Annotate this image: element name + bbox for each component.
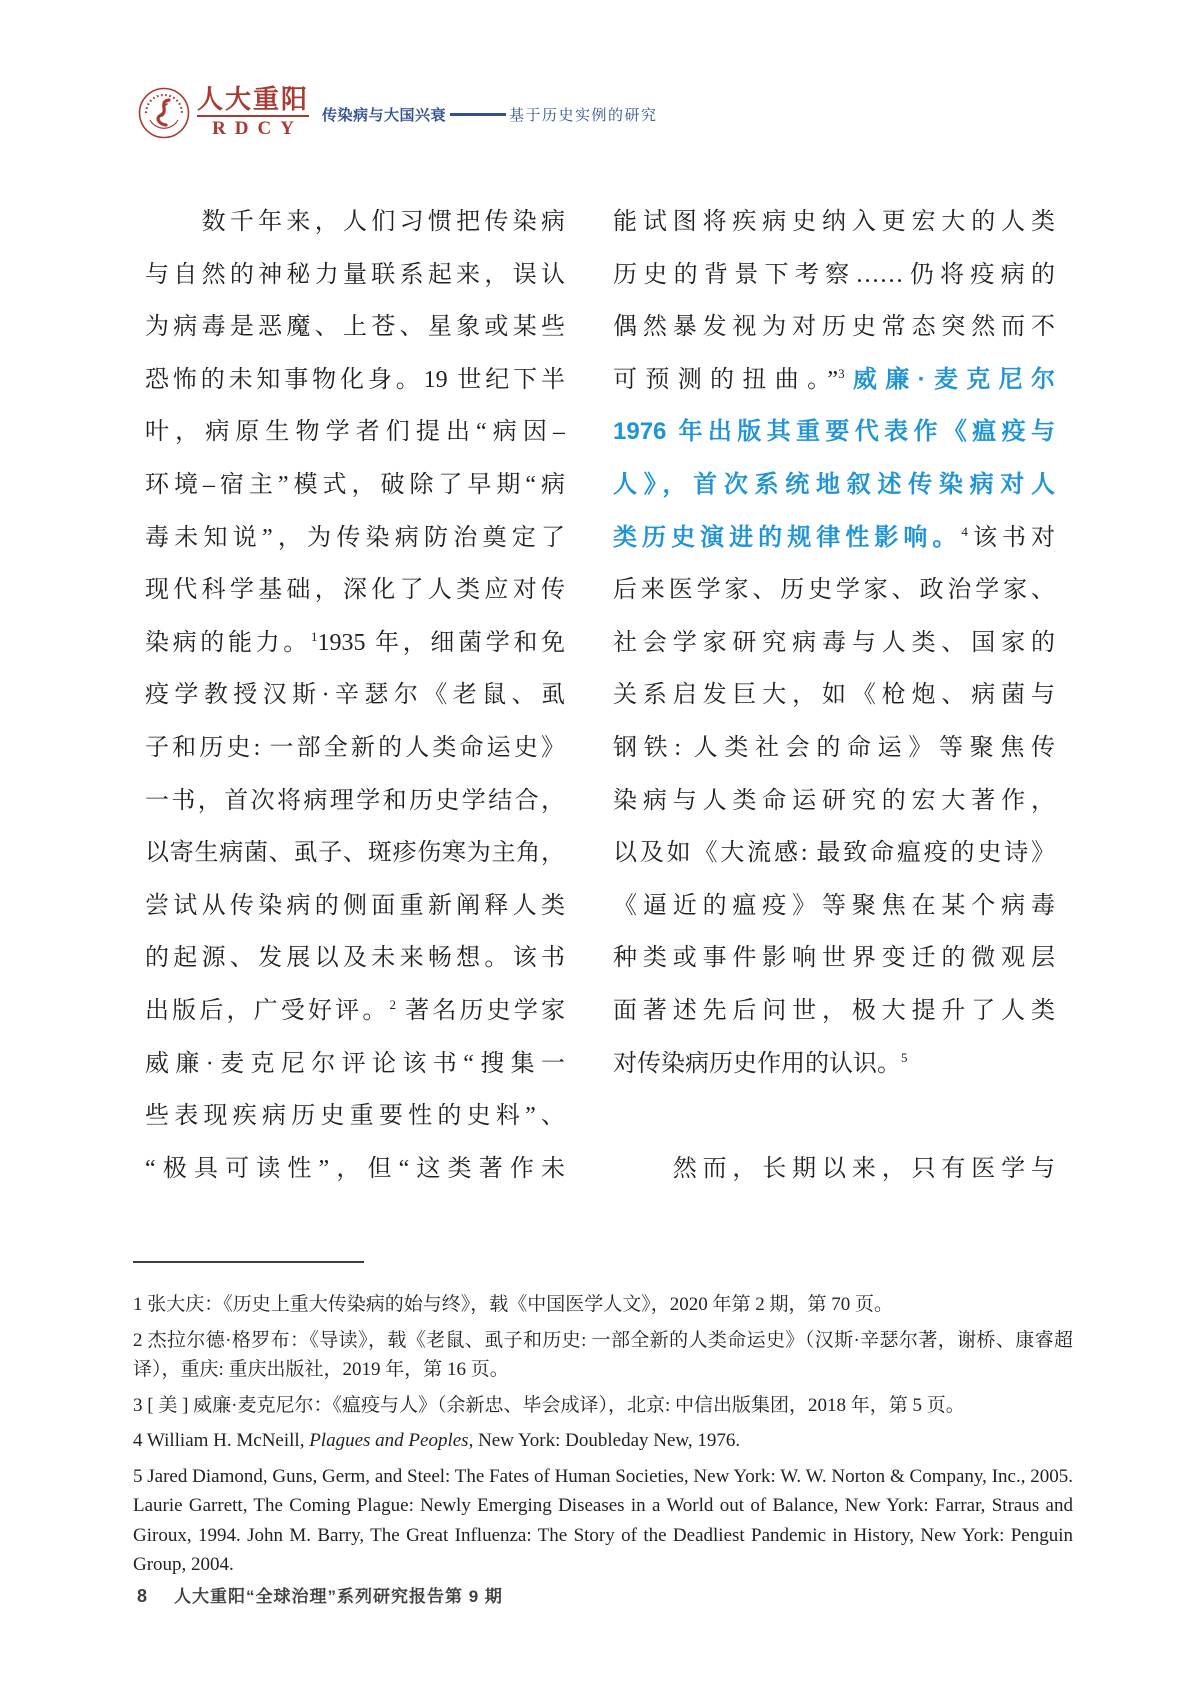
text-line: 社会学家研究病毒与人类、国家的 xyxy=(613,629,1055,656)
text-line: 一书，首次将病理学和历史学结合， xyxy=(145,787,565,814)
text-line: 类历史演进的规律性影响。$^4$该书对 xyxy=(613,523,1055,551)
text-line: 历史的背景下考察……仍将疫病的 xyxy=(613,261,1055,288)
logo-text xyxy=(197,86,309,139)
text-line: 以及如《大流感: 最致命瘟疫的史诗》 xyxy=(613,840,1055,867)
text-line: 偶然暴发视为对历史常态突然而不 xyxy=(613,314,1055,341)
page-number: 8 xyxy=(137,1586,148,1606)
text-line: 出版后，广受好评。$^2$ 著名历史学家 xyxy=(145,996,565,1024)
text-line: 恐怖的未知事物化身。19 世纪下半 xyxy=(145,366,565,393)
logo-divider xyxy=(197,115,309,117)
page-footer xyxy=(137,1582,503,1607)
text-line: 染病与人类命运研究的宏大著作， xyxy=(613,787,1055,814)
text-line: 毒未知说”，为传染病防治奠定了 xyxy=(145,524,565,551)
text-line: 与自然的神秘力量联系起来，误认 xyxy=(145,261,565,288)
running-title-sub: 基于历史实例的研究 xyxy=(509,107,658,124)
text-line: 种类或事件影响世界变迁的微观层 xyxy=(613,945,1055,972)
running-title-main: 传染病与大国兴衰 xyxy=(322,106,447,124)
text-line: 数千年来，人们习惯把传染病 xyxy=(145,209,565,235)
text-line: 人》，首次系统地叙述传染病对人 xyxy=(613,470,1055,498)
text-line: 子和历史: 一部全新的人类命运史》 xyxy=(145,734,565,761)
title-dash-icon xyxy=(450,113,506,116)
text-line: 以寄生病菌、虱子、斑疹伤寒为主角， xyxy=(145,840,565,867)
text-line xyxy=(613,1090,1055,1143)
logo-latin-name: RDCY xyxy=(212,118,303,139)
footnote-separator xyxy=(133,1261,364,1263)
running-title xyxy=(322,100,658,128)
footnote-item: 4 William H. McNeill, Plagues and Peoples, New York: Doubleday New, 1976. xyxy=(133,1430,741,1451)
text-line: 染病的能力。$^1$1935 年，细菌学和免 xyxy=(145,628,565,656)
text-line: 疫学教授汉斯·辛瑟尔《老鼠、虱 xyxy=(145,682,565,709)
text-line: 环境–宿主”模式，破除了早期“病 xyxy=(145,471,565,498)
text-line: 面著述先后问世，极大提升了人类 xyxy=(613,997,1055,1024)
text-line: 现代科学基础，深化了人类应对传 xyxy=(145,577,565,604)
text-line: 些表现疾病历史重要性的史料”、 xyxy=(145,1103,565,1130)
text-line: “极具可读性”，但“这类著作未 xyxy=(145,1155,565,1182)
text-line: 《逼近的瘟疫》等聚焦在某个病毒 xyxy=(613,892,1055,919)
text-line: 可预测的扭曲。”$^3$威廉·麦克尼尔 xyxy=(613,365,1055,393)
text-line: 叶，病原生物学者们提出“病因– xyxy=(145,419,565,446)
text-line: 后来医学家、历史学家、政治学家、 xyxy=(613,577,1055,604)
text-line: 能试图将疾病史纳入更宏大的人类 xyxy=(613,209,1055,235)
text-line: 的起源、发展以及未来畅想。该书 xyxy=(145,945,565,972)
text-line: 然而，长期以来，只有医学与 xyxy=(613,1155,1055,1182)
footnotes xyxy=(133,1290,1073,1586)
text-line: 钢铁: 人类社会的命运》等聚焦传 xyxy=(613,734,1055,761)
text-column-left xyxy=(145,196,565,1195)
text-column-right xyxy=(613,196,1055,1195)
text-line: 1976 年出版其重要代表作《瘟疫与 xyxy=(613,418,1055,446)
rdcy-logo xyxy=(138,86,309,139)
footer-label: 人大重阳“全球治理”系列研究报告第 9 期 xyxy=(174,1587,503,1606)
rdcy-seal-icon xyxy=(138,87,190,139)
footnote-item: 2 杰拉尔德·格罗布：《导读》，载《老鼠、虱子和历史: 一部全新的人类命运史》（汉斯·辛瑟尔著，谢桥、康睿超译），重庆: 重庆出版社，2019 年，第 16 页。 xyxy=(133,1329,1073,1380)
text-line: 关系启发巨大，如《枪炮、病菌与 xyxy=(613,682,1055,709)
footnote-item: 3 [ 美 ] 威廉·麦克尼尔：《瘟疫与人》（余新忠、毕会成译），北京: 中信出版集团，2018 年，第 5 页。 xyxy=(133,1394,965,1416)
text-line: 尝试从传染病的侧面重新阐释人类 xyxy=(145,892,565,919)
text-line: 对传染病历史作用的认识。$^5$ xyxy=(613,1049,908,1077)
footnote-item: 5 Jared Diamond, Guns, Germ, and Steel: The Fates of Human Societies, New York: W. W. Norton & Company, Inc., 2005. Laurie Garrett, The Coming Plague: Newly Emerging Diseases in a World out of Balance, New York: Farrar, Straus and Giroux, 1994. John M. Barry, The Great Influenza: The Story of the Deadliest Pandemic in History, New York: Penguin Group, 2004. xyxy=(133,1465,1073,1575)
logo-chinese-name: 人大重阳 xyxy=(197,85,310,114)
text-line: 为病毒是恶魔、上苍、星象或某些 xyxy=(145,314,565,341)
text-line: 威廉·麦克尼尔评论该书“搜集一 xyxy=(145,1050,565,1077)
footnote-item: 1 张大庆：《历史上重大传染病的始与终》，载《中国医学人文》，2020 年第 2 期，第 70 页。 xyxy=(133,1294,894,1315)
